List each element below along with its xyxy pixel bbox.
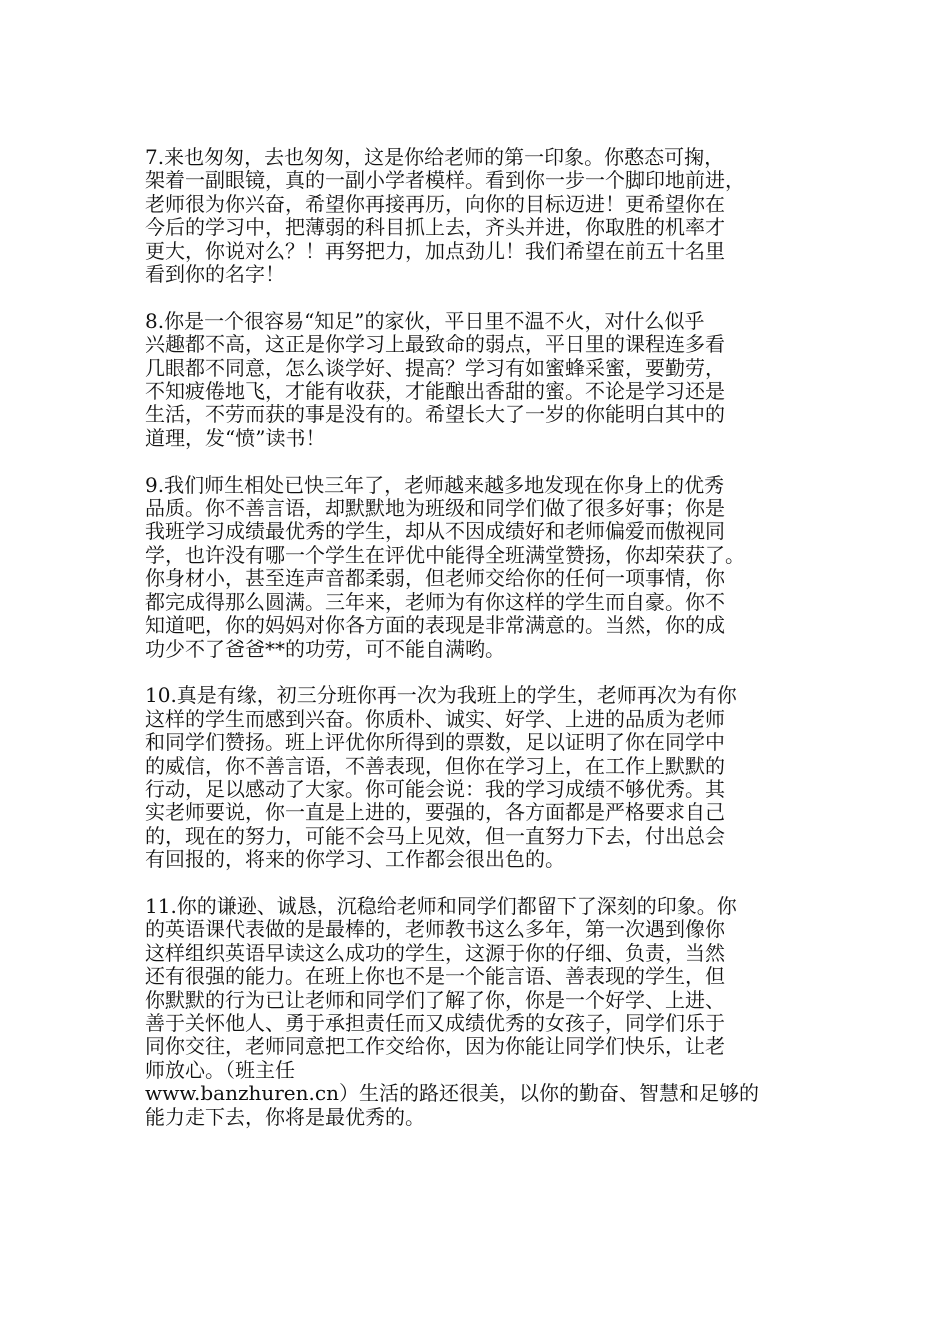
- text-line: 的英语课代表做的是最棒的，老师教书这么多年，第一次遇到像你: [145, 917, 725, 942]
- text-line: 我班学习成绩最优秀的学生，却从不因成绩好和老师偏爱而傲视同: [145, 519, 725, 544]
- text-line: 善于关怀他人、勇于承担责任而又成绩优秀的女孩子，同学们乐于: [145, 1010, 725, 1035]
- document-body: [145, 146, 810, 1129]
- paragraph-7: [145, 146, 810, 286]
- text-line: 不知疲倦地飞，才能有收获，才能酿出香甜的蜜。不论是学习还是: [145, 379, 725, 404]
- text-line: 的威信，你不善言语，不善表现，但你在学习上，在工作上默默的: [145, 753, 725, 778]
- text-line: 学，也许没有哪一个学生在评优中能得全班满堂赞扬，你却荣获了。: [145, 542, 745, 567]
- text-line: 师放心。（班主任: [145, 1057, 295, 1082]
- text-line: 7.来也匆匆，去也匆匆，这是你给老师的第一印象。你憨态可掬，: [145, 145, 725, 169]
- paragraph-gap: [145, 286, 810, 309]
- text-line: 看到你的名字！: [145, 262, 285, 287]
- text-line: 今后的学习中，把薄弱的科目抓上去，齐头并进，你取胜的机率才: [145, 215, 725, 240]
- text-line: 架着一副眼镜，真的一副小学者模样。看到你一步一个脚印地前进，: [145, 168, 745, 193]
- text-line: 10.真是有缘，初三分班你再一次为我班上的学生，老师再次为有你: [145, 683, 737, 708]
- paragraph-11: [145, 895, 810, 1129]
- text-line: 有回报的，将来的你学习、工作都会很出色的。: [145, 847, 565, 872]
- text-line: 同你交往，老师同意把工作交给你，因为你能让同学们快乐，让老: [145, 1034, 725, 1059]
- text-line: 实老师要说，你一直是上进的，要强的，各方面都是严格要求自己: [145, 800, 725, 825]
- text-line: 兴趣都不高，这正是你学习上最致命的弱点，平日里的课程连多看: [145, 332, 725, 357]
- paragraph-gap: [145, 450, 810, 473]
- text-line: 11.你的谦逊、诚恳，沉稳给老师和同学们都留下了深刻的印象。你: [145, 893, 737, 918]
- text-line: 你身材小，甚至连声音都柔弱，但老师交给你的任何一项事情，你: [145, 566, 725, 591]
- text-line: 还有很强的能力。在班上你也不是一个能言语、善表现的学生，但: [145, 964, 725, 989]
- paragraph-9: [145, 474, 810, 661]
- text-line: www.banzhuren.cn）生活的路还很美，以你的勤奋、智慧和足够的: [145, 1081, 759, 1106]
- text-line: 和同学们赞扬。班上评优你所得到的票数，足以证明了你在同学中: [145, 730, 725, 755]
- text-line: 生活，不劳而获的事是没有的。希望长大了一岁的你能明白其中的: [145, 402, 725, 427]
- text-line: 品质。你不善言语，却默默地为班级和同学们做了很多好事；你是: [145, 496, 725, 521]
- paragraph-10: [145, 684, 810, 871]
- text-line: 这样的学生而感到兴奋。你质朴、诚实、好学、上进的品质为老师: [145, 706, 725, 731]
- text-line: 道理，发“愤”读书！: [145, 425, 326, 450]
- text-line: 行动，足以感动了大家。你可能会说：我的学习成绩不够优秀。其: [145, 776, 725, 801]
- text-line: 8.你是一个很容易“知足”的家伙，平日里不温不火，对什么似乎: [145, 308, 705, 333]
- text-line: 都完成得那么圆满。三年来，老师为有你这样的学生而自豪。你不: [145, 589, 725, 614]
- text-line: 能力走下去，你将是最优秀的。: [145, 1104, 425, 1129]
- text-line: 功少不了爸爸**的功劳，可不能自满哟。: [145, 636, 505, 661]
- text-line: 更大，你说对么？！再努把力，加点劲儿！我们希望在前五十名里: [145, 238, 725, 263]
- text-line: 你默默的行为已让老师和同学们了解了你，你是一个好学、上进、: [145, 987, 725, 1012]
- text-line: 这样组织英语早读这么成功的学生，这源于你的仔细、负责，当然: [145, 940, 725, 965]
- text-line: 几眼都不同意，怎么谈学好、提高？学习有如蜜蜂采蜜，要勤劳，: [145, 355, 725, 380]
- text-line: 老师很为你兴奋，希望你再接再历，向你的目标迈进！更希望你在: [145, 191, 725, 216]
- paragraph-gap: [145, 872, 810, 895]
- paragraph-8: [145, 310, 810, 450]
- text-line: 的，现在的努力，可能不会马上见效，但一直努力下去，付出总会: [145, 823, 725, 848]
- text-line: 9.我们师生相处已快三年了，老师越来越多地发现在你身上的优秀: [145, 472, 725, 497]
- paragraph-gap: [145, 661, 810, 684]
- text-line: 知道吧，你的妈妈对你各方面的表现是非常满意的。当然，你的成: [145, 613, 725, 638]
